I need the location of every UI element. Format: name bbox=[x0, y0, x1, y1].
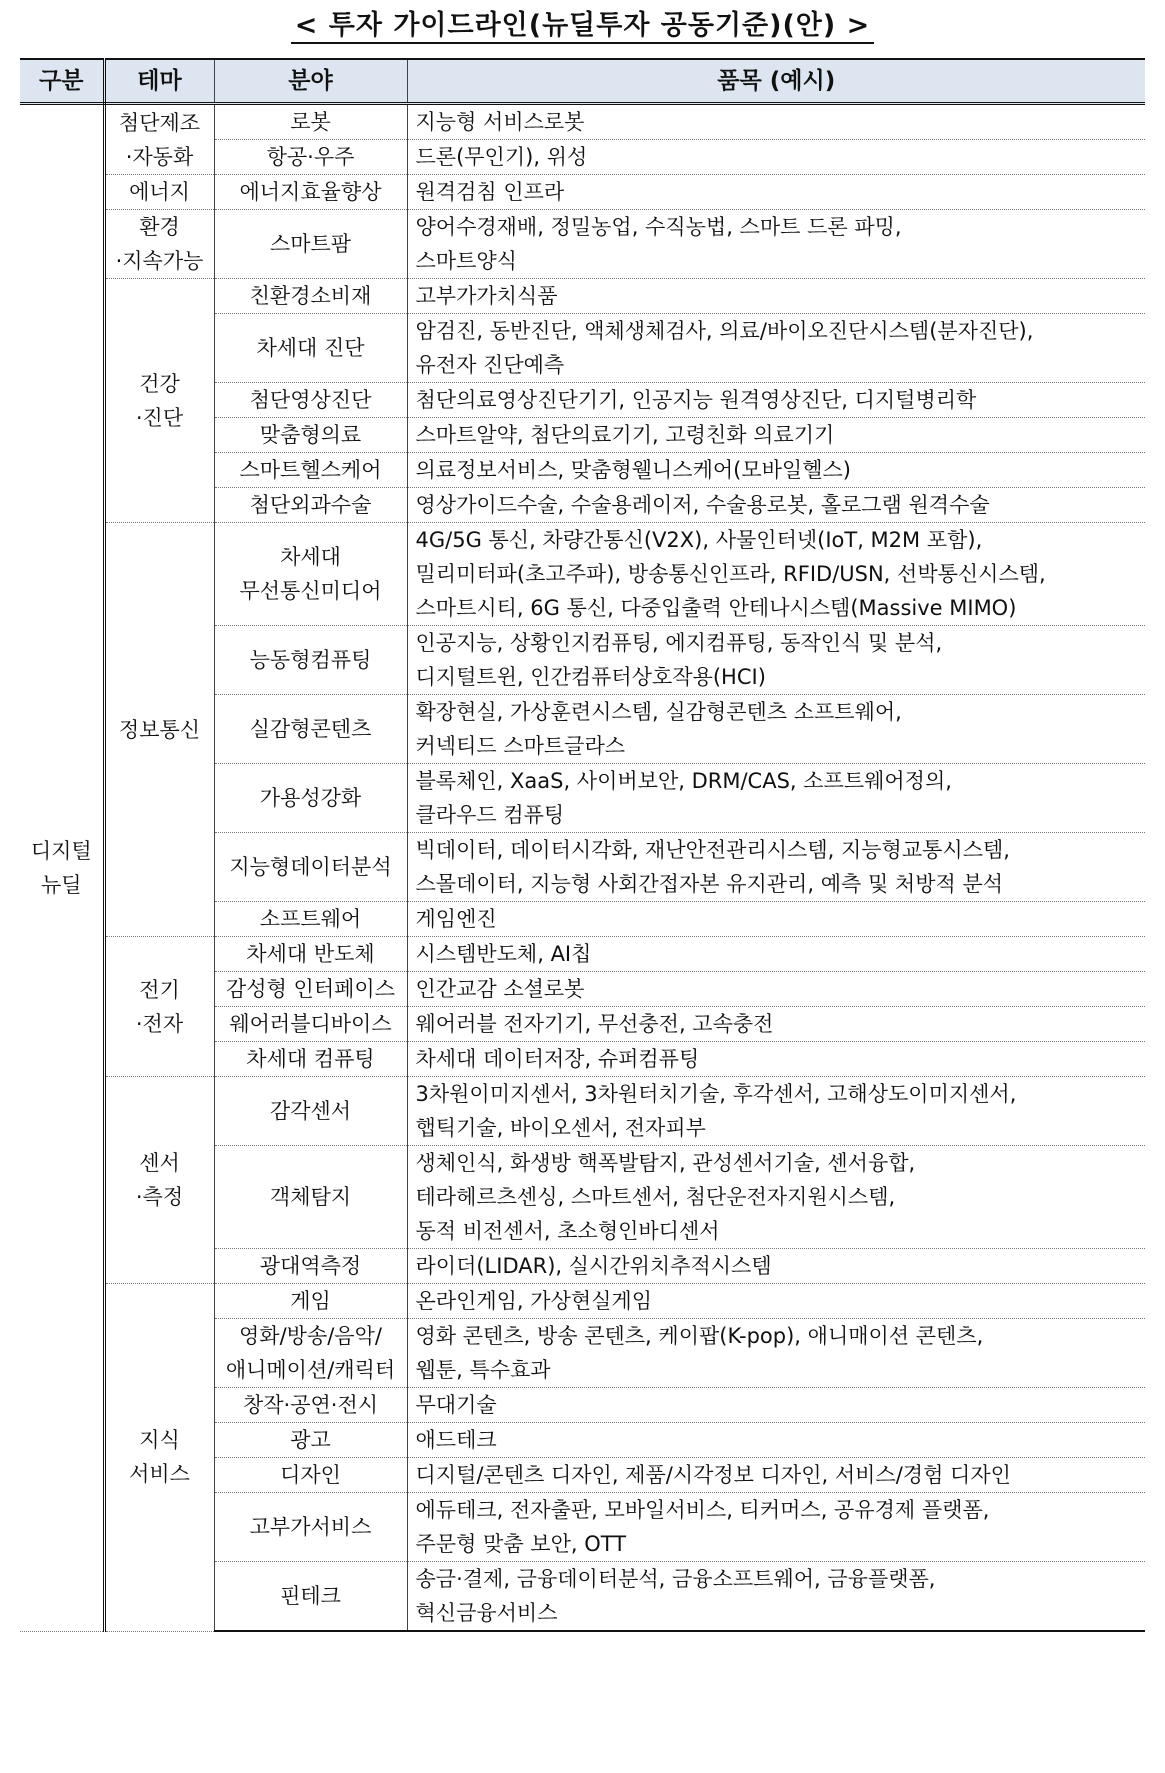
field-cell: 첨단영상진단 bbox=[214, 383, 407, 418]
items-cell: 에듀테크, 전자출판, 모바일서비스, 티커머스, 공유경제 플랫폼, 주문형 맞춤 보안, OTT bbox=[407, 1493, 1145, 1562]
items-cell: 게임엔진 bbox=[407, 902, 1145, 937]
items-cell: 라이더(LIDAR), 실시간위치추적시스템 bbox=[407, 1249, 1145, 1284]
field-cell: 차세대 반도체 bbox=[214, 937, 407, 972]
table-row bbox=[20, 1077, 1145, 1146]
items-cell: 스마트알약, 첨단의료기기, 고령친화 의료기기 bbox=[407, 418, 1145, 453]
field-cell: 능동형컴퓨팅 bbox=[214, 626, 407, 695]
table-row bbox=[20, 1284, 1145, 1319]
field-cell: 가용성강화 bbox=[214, 764, 407, 833]
field-cell: 로봇 bbox=[214, 104, 407, 140]
table-body bbox=[20, 104, 1145, 1632]
field-cell: 디자인 bbox=[214, 1458, 407, 1493]
items-cell: 송금·결제, 금융데이터분석, 금융소프트웨어, 금융플랫폼, 혁신금융서비스 bbox=[407, 1562, 1145, 1632]
table-row bbox=[20, 175, 1145, 210]
field-cell: 차세대 무선통신미디어 bbox=[214, 523, 407, 626]
items-cell: 무대기술 bbox=[407, 1388, 1145, 1423]
field-cell: 맞춤형의료 bbox=[214, 418, 407, 453]
table-row bbox=[20, 279, 1145, 314]
items-cell: 온라인게임, 가상현실게임 bbox=[407, 1284, 1145, 1319]
field-cell: 감성형 인터페이스 bbox=[214, 972, 407, 1007]
document-title-text: < 투자 가이드라인(뉴딜투자 공동기준)(안) > bbox=[291, 10, 875, 44]
items-cell: 원격검침 인프라 bbox=[407, 175, 1145, 210]
theme-cell: 전기 ·전자 bbox=[104, 937, 214, 1077]
header-theme: 테마 bbox=[104, 59, 214, 104]
field-cell: 스마트헬스케어 bbox=[214, 453, 407, 488]
items-cell: 블록체인, XaaS, 사이버보안, DRM/CAS, 소프트웨어정의, 클라우드 컴퓨팅 bbox=[407, 764, 1145, 833]
field-cell: 첨단외과수술 bbox=[214, 488, 407, 523]
field-cell: 차세대 진단 bbox=[214, 314, 407, 383]
field-cell: 광대역측정 bbox=[214, 1249, 407, 1284]
field-cell: 객체탐지 bbox=[214, 1146, 407, 1249]
field-cell: 에너지효율향상 bbox=[214, 175, 407, 210]
theme-cell: 센서 ·측정 bbox=[104, 1077, 214, 1284]
theme-cell: 환경 ·지속가능 bbox=[104, 210, 214, 279]
field-cell: 고부가서비스 bbox=[214, 1493, 407, 1562]
field-cell: 소프트웨어 bbox=[214, 902, 407, 937]
items-cell: 확장현실, 가상훈련시스템, 실감형콘텐츠 소프트웨어, 커넥티드 스마트글라스 bbox=[407, 695, 1145, 764]
items-cell: 빅데이터, 데이터시각화, 재난안전관리시스템, 지능형교통시스템, 스몰데이터, 지능형 사회간접자본 유지관리, 예측 및 처방적 분석 bbox=[407, 833, 1145, 902]
table-header-row bbox=[20, 59, 1145, 104]
items-cell: 웨어러블 전자기기, 무선충전, 고속충전 bbox=[407, 1007, 1145, 1042]
field-cell: 차세대 컴퓨팅 bbox=[214, 1042, 407, 1077]
theme-cell: 정보통신 bbox=[104, 523, 214, 937]
items-cell: 첨단의료영상진단기기, 인공지능 원격영상진단, 디지털병리학 bbox=[407, 383, 1145, 418]
items-cell: 고부가가치식품 bbox=[407, 279, 1145, 314]
document-title bbox=[0, 8, 1165, 44]
field-cell: 핀테크 bbox=[214, 1562, 407, 1632]
items-cell: 암검진, 동반진단, 액체생체검사, 의료/바이오진단시스템(분자진단), 유전자 진단예측 bbox=[407, 314, 1145, 383]
table-row bbox=[20, 104, 1145, 140]
items-cell: 애드테크 bbox=[407, 1423, 1145, 1458]
header-field: 분야 bbox=[214, 59, 407, 104]
items-cell: 인간교감 소셜로봇 bbox=[407, 972, 1145, 1007]
items-cell: 의료정보서비스, 맞춤형웰니스케어(모바일헬스) bbox=[407, 453, 1145, 488]
field-cell: 항공·우주 bbox=[214, 140, 407, 175]
items-cell: 생체인식, 화생방 핵폭발탐지, 관성센서기술, 센서융합, 테라헤르츠센싱, 스마트센서, 첨단운전자지원시스템, 동적 비전센서, 초소형인바디센서 bbox=[407, 1146, 1145, 1249]
items-cell: 3차원이미지센서, 3차원터치기술, 후각센서, 고해상도이미지센서, 햅틱기술, 바이오센서, 전자피부 bbox=[407, 1077, 1145, 1146]
items-cell: 영상가이드수술, 수술용레이저, 수술용로봇, 홀로그램 원격수술 bbox=[407, 488, 1145, 523]
theme-cell: 건강 ·진단 bbox=[104, 279, 214, 523]
items-cell: 양어수경재배, 정밀농업, 수직농법, 스마트 드론 파밍, 스마트양식 bbox=[407, 210, 1145, 279]
guideline-table bbox=[20, 58, 1145, 1632]
table-row bbox=[20, 523, 1145, 626]
items-cell: 영화 콘텐츠, 방송 콘텐츠, 케이팝(K-pop), 애니매이션 콘텐츠, 웹툰, 특수효과 bbox=[407, 1319, 1145, 1388]
header-items: 품목 (예시) bbox=[407, 59, 1145, 104]
items-cell: 드론(무인기), 위성 bbox=[407, 140, 1145, 175]
items-cell: 차세대 데이터저장, 슈퍼컴퓨팅 bbox=[407, 1042, 1145, 1077]
theme-cell: 첨단제조 ·자동화 bbox=[104, 104, 214, 175]
items-cell: 시스템반도체, AI칩 bbox=[407, 937, 1145, 972]
theme-cell: 지식 서비스 bbox=[104, 1284, 214, 1632]
items-cell: 디지털/콘텐츠 디자인, 제품/시각정보 디자인, 서비스/경험 디자인 bbox=[407, 1458, 1145, 1493]
field-cell: 스마트팜 bbox=[214, 210, 407, 279]
table-row bbox=[20, 937, 1145, 972]
theme-cell: 에너지 bbox=[104, 175, 214, 210]
field-cell: 게임 bbox=[214, 1284, 407, 1319]
field-cell: 광고 bbox=[214, 1423, 407, 1458]
field-cell: 감각센서 bbox=[214, 1077, 407, 1146]
field-cell: 친환경소비재 bbox=[214, 279, 407, 314]
field-cell: 웨어러블디바이스 bbox=[214, 1007, 407, 1042]
gubun-cell: 디지털 뉴딜 bbox=[20, 104, 104, 1632]
items-cell: 4G/5G 통신, 차량간통신(V2X), 사물인터넷(IoT, M2M 포함), 밀리미터파(초고주파), 방송통신인프라, RFID/USN, 선박통신시스템, 스마트시티, 6G 통신, 다중입출력 안테나시스템(Massive MIMO) bbox=[407, 523, 1145, 626]
field-cell: 창작·공연·전시 bbox=[214, 1388, 407, 1423]
field-cell: 지능형데이터분석 bbox=[214, 833, 407, 902]
header-gubun: 구분 bbox=[20, 59, 104, 104]
items-cell: 인공지능, 상황인지컴퓨팅, 에지컴퓨팅, 동작인식 및 분석, 디지털트윈, 인간컴퓨터상호작용(HCI) bbox=[407, 626, 1145, 695]
items-cell: 지능형 서비스로봇 bbox=[407, 104, 1145, 140]
table-row bbox=[20, 210, 1145, 279]
field-cell: 실감형콘텐츠 bbox=[214, 695, 407, 764]
field-cell: 영화/방송/음악/ 애니메이션/캐릭터 bbox=[214, 1319, 407, 1388]
